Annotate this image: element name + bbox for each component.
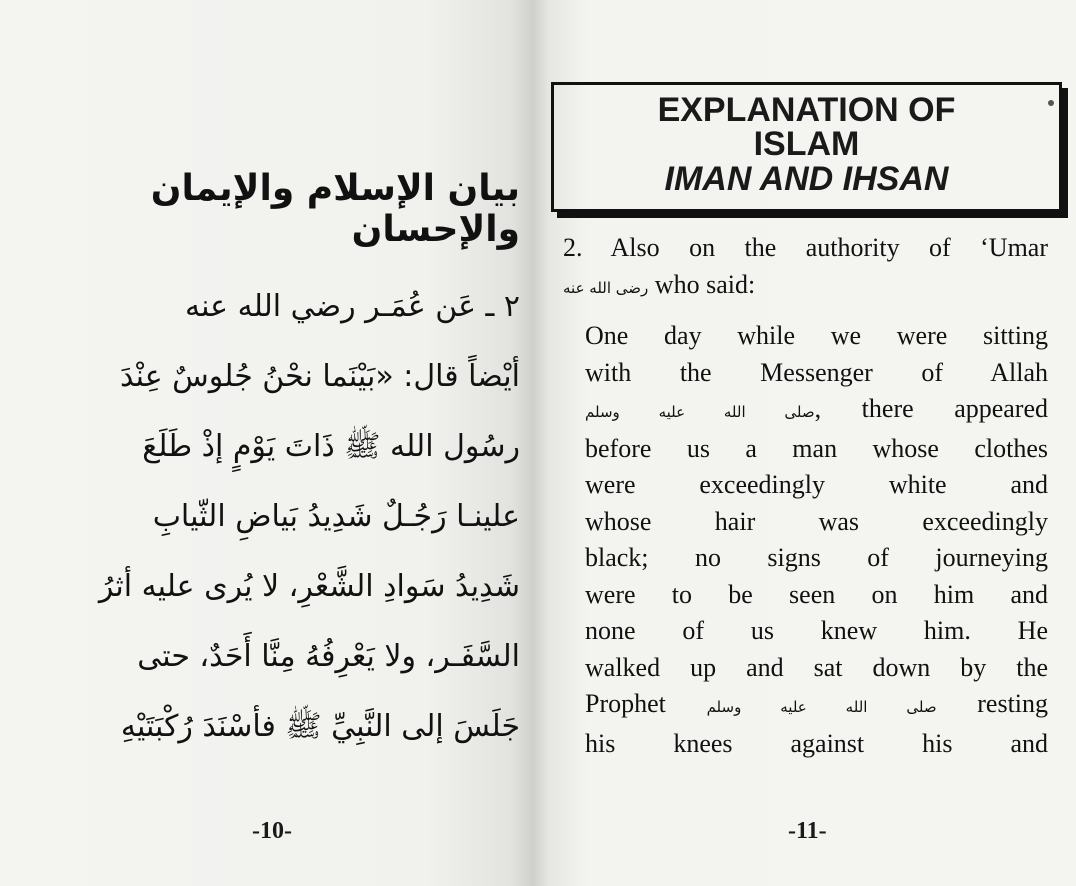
body-line: whose hair was exceedingly (585, 506, 1048, 536)
body-line: were exceedingly white and (585, 470, 1048, 499)
body-line: walked up and sat down by the (585, 652, 1048, 682)
arabic-line: أيْضاً قال: «بَيْنَما نحْنُ جُلوسٌ عِنْدَ (119, 359, 520, 394)
chapter-title-box (551, 82, 1062, 212)
arabic-honorific: رضى الله عنه (563, 278, 649, 297)
title-line-3: IMAN AND IHSAN (664, 160, 949, 198)
body-line-text: , there appeared (814, 394, 1049, 423)
body-line: before us a man whose clothes (585, 433, 1048, 463)
body-line: with the Messenger of Allah (585, 357, 1048, 387)
arabic-line: رسُول الله ﷺ ذَاتَ يَوْمٍ إذْ طَلَعَ (142, 429, 520, 464)
arabic-salutation: صلى الله عليه وسلم (706, 698, 937, 716)
body-line-text: 2. Also on the authority of ‘Umar (563, 233, 1048, 262)
body-line: his knees against his and (585, 728, 1048, 758)
margin-dot (1048, 100, 1054, 106)
body-line-text: who said: (648, 269, 756, 299)
arabic-salutation: صلى الله عليه وسلم (585, 403, 815, 421)
arabic-line: ٢ ـ عَن عُمَـر رضي الله عنه (185, 289, 520, 324)
body-line-text: resting (936, 689, 1049, 718)
body-line: One day while we were sitting (585, 321, 1048, 350)
body-line (585, 391, 1048, 431)
body-line (585, 686, 1048, 726)
page-number-left: -10- (252, 818, 292, 844)
left-page (0, 0, 533, 886)
body-line-text: Prophet (585, 689, 707, 718)
right-page (533, 0, 1076, 886)
body-line: black; no signs of journeying (585, 543, 1048, 572)
arabic-chapter-title: بيان الإسلام والإيمان والإحسان (150, 168, 520, 250)
page-number-right: -11- (788, 818, 827, 844)
english-body-text (563, 230, 1048, 762)
arabic-hadith-text (40, 272, 520, 762)
arabic-line: السَّفَـر، ولا يَعْرِفُهُ مِنَّا أَحَدٌ، حتى (137, 639, 520, 674)
arabic-line: شَدِيدُ سَوادِ الشَّعْرِ، لا يُرى عليه أثرُ (98, 569, 520, 604)
arabic-line: جَلَسَ إلى النَّبِيِّ ﷺ فأسْنَدَ رُكْبَتَيْهِ (120, 709, 520, 744)
body-line (563, 230, 1048, 267)
body-line: none of us knew him. He (585, 616, 1048, 645)
title-line-1: EXPLANATION OF (657, 91, 956, 129)
title-line-2: ISLAM (753, 125, 860, 163)
body-line: were to be seen on him and (585, 579, 1048, 609)
arabic-line: علينـا رَجُـلٌ شَدِيدُ بَياضِ الثّيابِ (152, 499, 520, 534)
body-line (563, 267, 1048, 307)
